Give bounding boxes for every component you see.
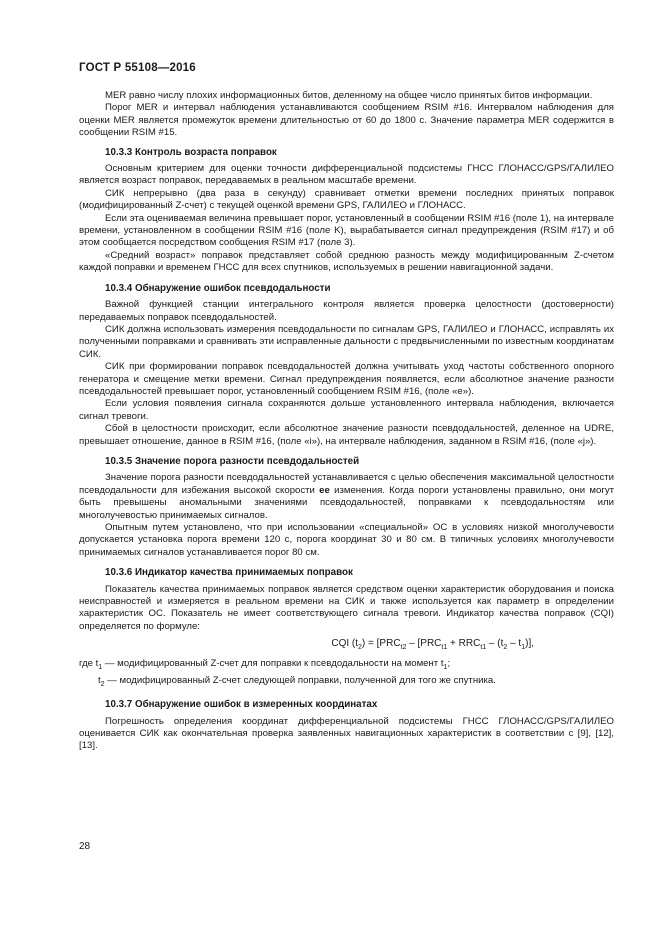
- formula-definition-t2: [79, 675, 614, 692]
- document-header: ГОСТ Р 55108—2016: [79, 62, 196, 74]
- formula-subscript: t1: [480, 644, 487, 652]
- paragraph: СИК при формировании поправок псевдодальностей должна учитывать уход частоты собственного опорного генератора и смещение метки времени. Сигнал предупреждения появляется, если абсолютное значение разности псевдодальностей превышает порог, установленный сообщением RSIM #16, (поле «e»).: [79, 361, 614, 397]
- formula-part: – (t: [486, 638, 504, 650]
- formula-subscript: 2: [503, 644, 508, 652]
- paragraph: Если условия появления сигнала сохраняются дольше установленного интервала наблюдения, включается сигнал тревоги.: [79, 398, 614, 422]
- formula-subscript: 1: [521, 644, 526, 652]
- definition-part: — модифицированный Z-счет следующей поправки, полученной для того же спутника.: [104, 674, 496, 686]
- paragraph: Важной функцией станции интегрального контроля является проверка целостности (достоверности) передаваемых поправок псевдодальностей.: [79, 299, 614, 323]
- formula-subscript: t2: [400, 644, 407, 652]
- paragraph: Сбой в целостности происходит, если абсолютное значение разности псевдодальностей, деленное на UDRE, превышает отношение, данное в RSIM #16, (поле «i»), на интервале наблюдения, заданном в RSIM #16, (поле «j»).: [79, 423, 614, 447]
- section-heading-10-3-5: 10.3.5 Значение порога разности псевдодальностей: [105, 455, 360, 467]
- formula-part: ) = [PRC: [361, 638, 401, 650]
- cqi-formula: [79, 637, 614, 655]
- section-heading-10-3-4: 10.3.4 Обнаружение ошибок псевдодальности: [105, 282, 331, 294]
- section-heading-10-3-6: 10.3.6 Индикатор качества принимаемых поправок: [105, 567, 353, 579]
- definition-part: где t: [79, 658, 99, 670]
- page-number: 28: [79, 841, 91, 852]
- formula-part: CQI (t: [331, 638, 359, 650]
- paragraph: Показатель качества принимаемых поправок является средством оценки характеристик оборудования и поиска неисправностей и измеряется в реальном времени на СИК и также используется как параметр в определении характеристик ОС. Показатель не имеет соответствующего сигнала тревоги. Индикатор качества поправок (CQI) определяется по формуле:: [79, 583, 614, 632]
- formula-definition-t1: [79, 658, 614, 675]
- formula-part: – [PRC: [406, 638, 442, 650]
- bold-text: ее: [319, 484, 330, 496]
- paragraph: Основным критерием для оценки точности дифференциальной подсистемы ГНСС ГЛОНАСС/GPS/ГАЛИЛЕО является возраст поправок, передаваемых в реальном масштабе времени.: [79, 163, 614, 187]
- paragraph: Порог MER и интервал наблюдения устанавливаются сообщением RSIM #16. Интервалом наблюдения для оценки MER является промежуток времени длительностью от 60 до 1800 с. Значение параметра MER содержится в сообщении RSIM #15.: [79, 102, 614, 139]
- paragraph: СИК должна использовать измерения псевдодальности по сигналам GPS, ГАЛИЛЕО и ГЛОНАСС, исправлять их полученными поправками и сравнивать эти исправленные дальности с предвычисленными по известным координатам СИК.: [79, 323, 614, 360]
- definition-part: ;: [447, 658, 451, 670]
- formula-subscript: t1: [441, 644, 448, 652]
- formula-part: )],: [525, 638, 534, 650]
- definition-part: t: [98, 674, 101, 686]
- section-heading-10-3-7: 10.3.7 Обнаружение ошибок в измеренных координатах: [105, 699, 378, 711]
- formula-part: + RRC: [447, 638, 481, 650]
- paragraph: MER равно числу плохих информационных битов, деленному на общее число принятых битов информации.: [105, 90, 593, 101]
- paragraph: Опытным путем установлено, что при использовании «специальной» ОС в условиях низкой многолучевости допускается установка порога времени 120 с, порога координат 30 и 80 см. В типичных условиях многолучевости принимаемых сигналов устанавливается порог 80 см.: [79, 522, 614, 558]
- paragraph: «Средний возраст» поправок представляет собой среднюю разность между модифицированным Z-счетом каждой поправки и временем ГНСС для всех спутников, используемых в решении навигационной задачи.: [79, 249, 614, 274]
- formula-subscript: 2: [358, 644, 362, 652]
- paragraph: [79, 472, 614, 522]
- paragraph: Если эта оцениваемая величина превышает порог, установленный в сообщении RSIM #16 (поле 1), на интервале времени, установленном в сообщении RSIM #16 (поле K), вырабатывается сигнал предупреждения (RSIM #17) и об этом сообщается посредством сообщения RSIM #17 (поле 3).: [79, 212, 614, 249]
- text-run: Значение порога разности псевдодальностей устанавливается с целью обеспечения максимальной целостности псевдодальности для избежания высокой скорости: [79, 472, 614, 496]
- definition-subscript: 1: [98, 664, 103, 672]
- paragraph: СИК непрерывно (два раза в секунду) сравнивает отметки времени последних принятых поправок (модифицированный Z-счет) с текущей оценкой времени GPS, ГАЛИЛЕО и ГЛОНАСС.: [79, 187, 614, 212]
- definition-subscript: 2: [100, 680, 105, 688]
- definition-subscript: 1: [443, 664, 448, 672]
- formula-part: – t: [507, 638, 522, 650]
- paragraph: Погрешность определения координат дифференциальной подсистемы ГНСС ГЛОНАСС/GPS/ГАЛИЛЕО оценивается СИК как окончательная проверка заявленных навигационных характеристик в соответствии с [9], [12], [13].: [79, 715, 614, 752]
- definition-part: — модифицированный Z-счет для поправки к псевдодальности на момент t: [102, 658, 444, 670]
- document-body: [79, 90, 614, 753]
- section-heading-10-3-3: 10.3.3 Контроль возраста поправок: [105, 146, 277, 158]
- text-run: изменения. Когда пороги установлены правильно, они могут быть превышены аномальными значениями псевдодальностей, поправками к псевдодальностям или многолучевостью принимаемых сигналов.: [79, 484, 615, 521]
